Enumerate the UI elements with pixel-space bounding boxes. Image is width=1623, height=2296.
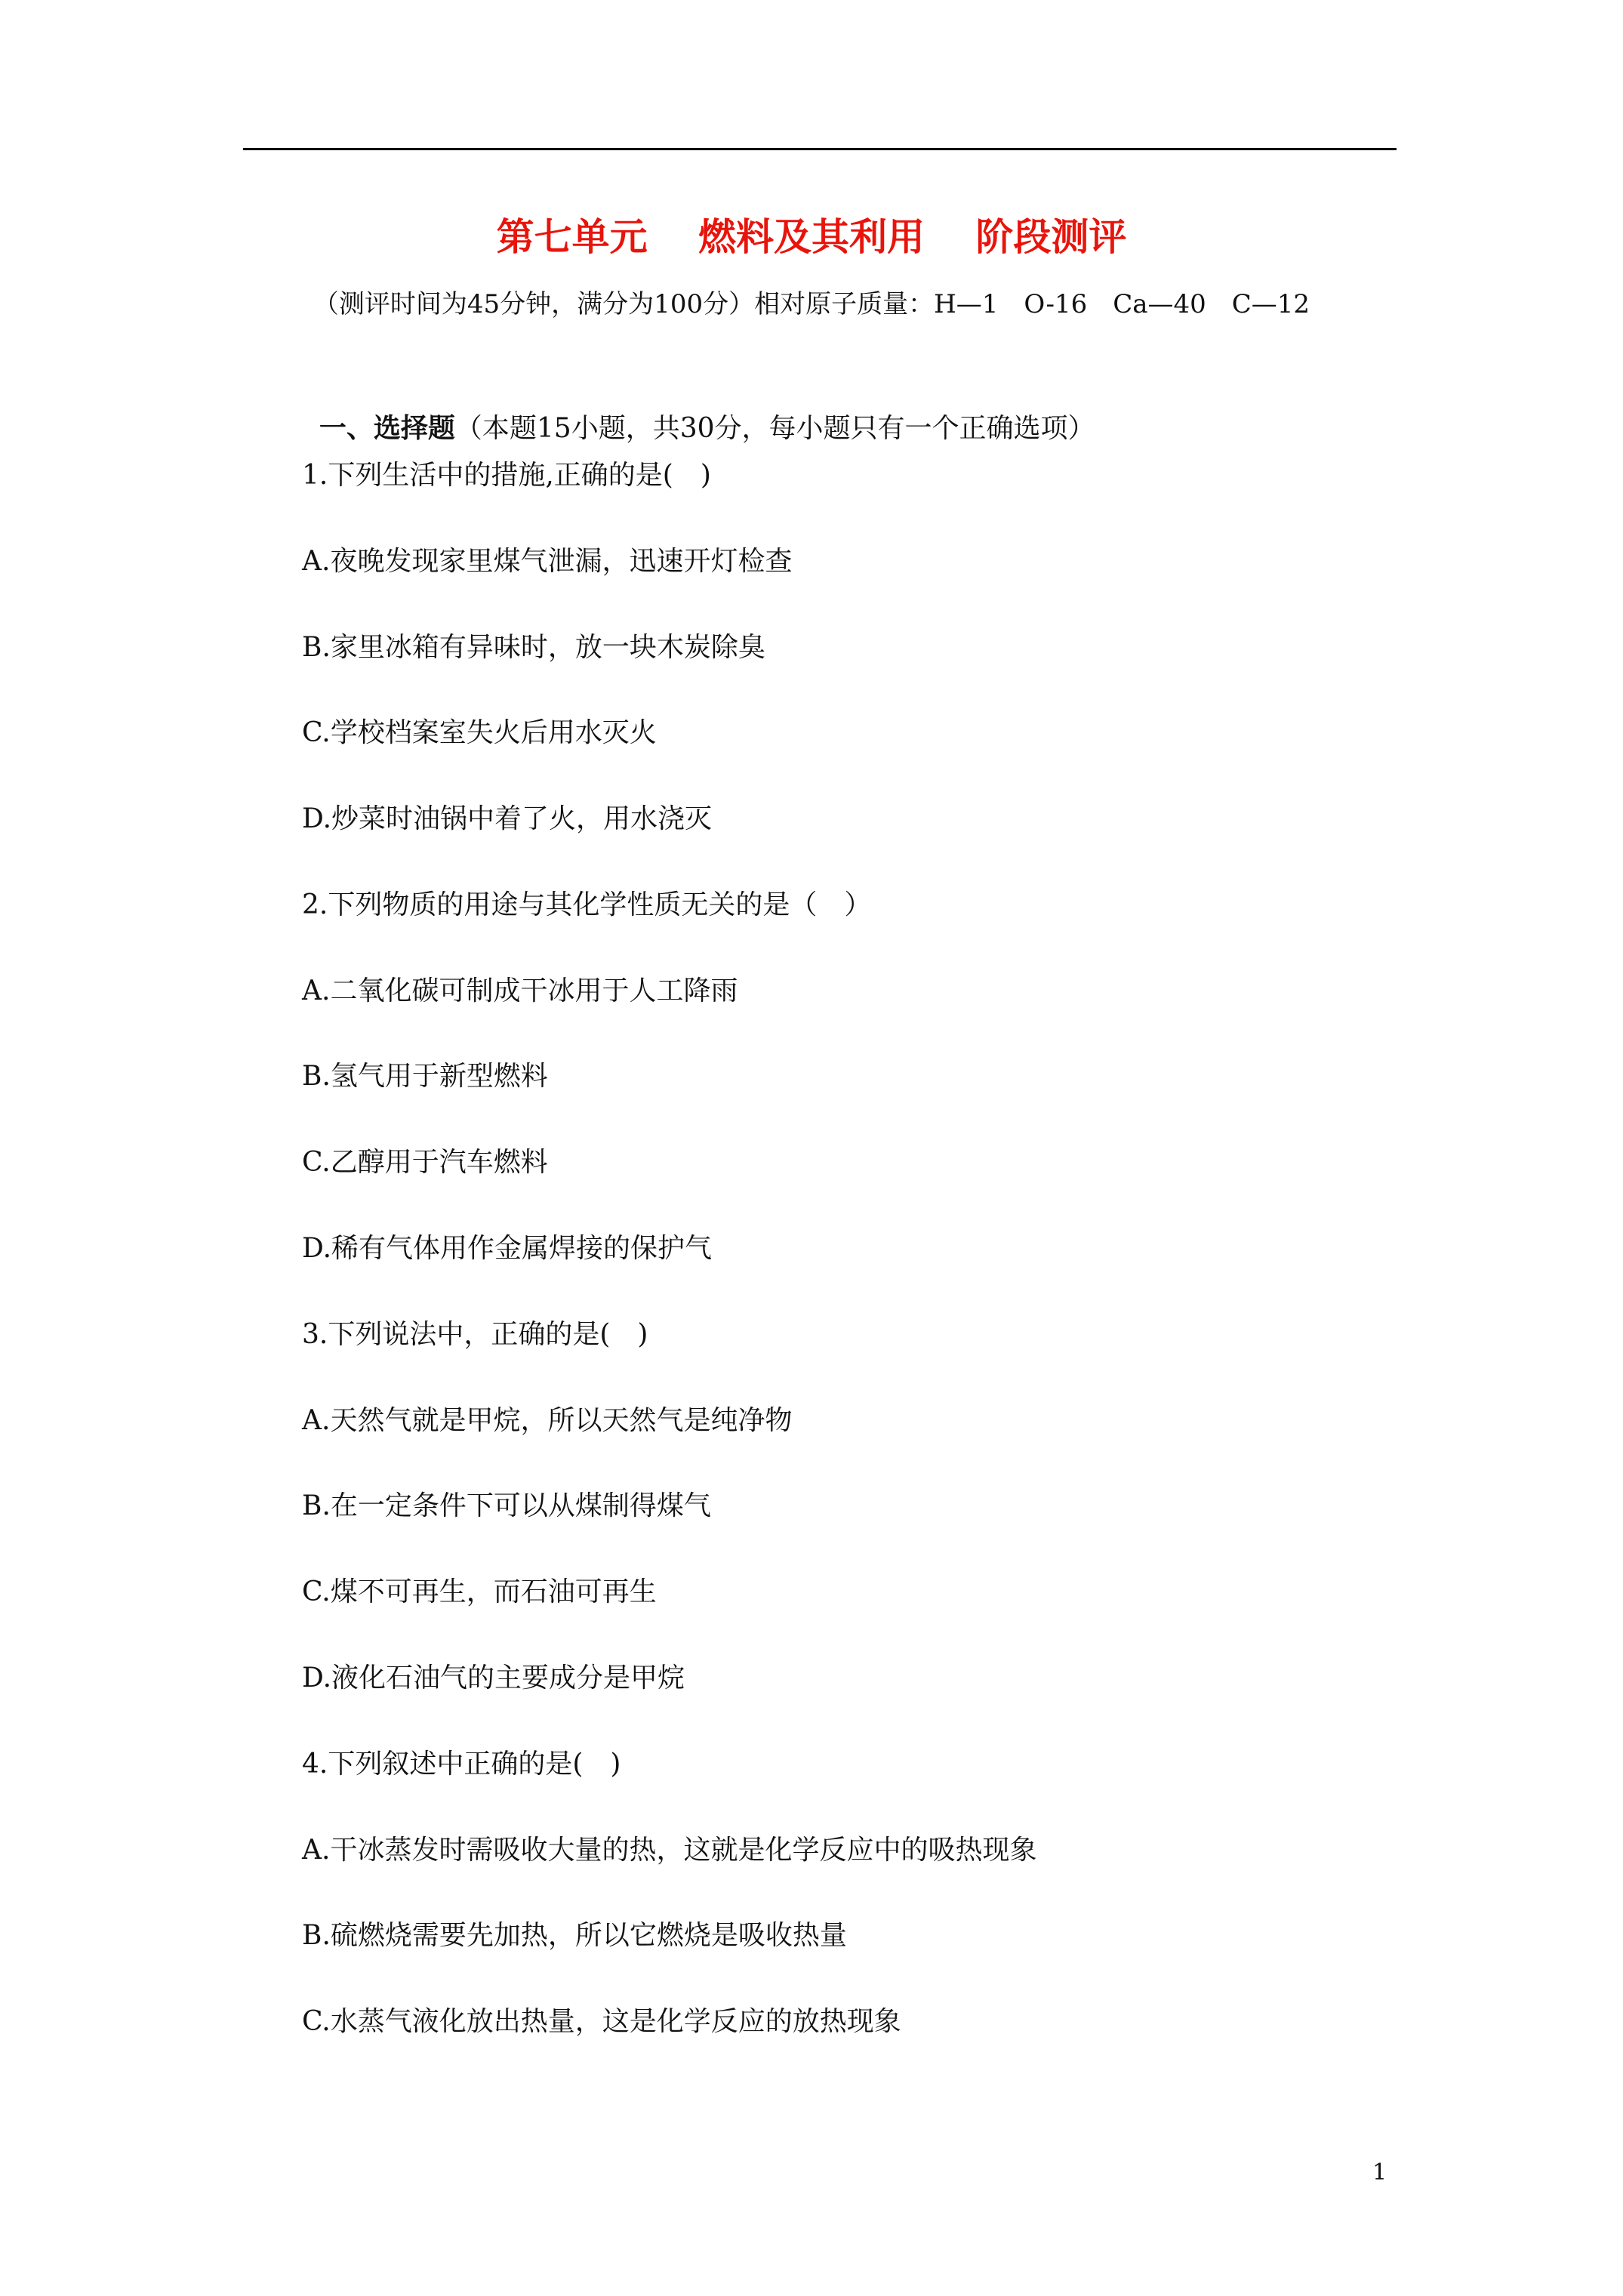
option-a: A.二氧化碳可制成干冰用于人工降雨	[302, 975, 738, 1006]
question-stem: 1.下列生活中的措施,正确的是( )	[302, 460, 711, 491]
option-d: D.炒菜时油锅中着了火，用水浇灭	[302, 803, 713, 834]
option-b: B.家里冰箱有异味时，放一块木炭除臭	[302, 632, 765, 663]
question-stem: 2.下列物质的用途与其化学性质无关的是（ ）	[302, 889, 872, 920]
option-c: C.乙醇用于汽车燃料	[302, 1147, 548, 1178]
option-a: A.夜晚发现家里煤气泄漏，迅速开灯检查	[302, 546, 793, 577]
section-heading	[302, 371, 1095, 448]
section-label: 一、选择题	[319, 412, 455, 444]
document-title: 第七单元 燃料及其利用 阶段测评	[496, 214, 1127, 259]
option-c: C.学校档案室失火后用水灭火	[302, 717, 657, 748]
option-b: B.氢气用于新型燃料	[302, 1061, 548, 1092]
option-c: C.煤不可再生，而石油可再生	[302, 1576, 657, 1607]
question-stem: 4.下列叙述中正确的是( )	[302, 1749, 621, 1780]
page-number: 1	[1372, 2159, 1387, 2186]
section-note: （本题15小题，共30分，每小题只有一个正确选项）	[454, 413, 1095, 444]
option-d: D.液化石油气的主要成分是甲烷	[302, 1663, 685, 1693]
exam-info: （测评时间为45分钟，满分为100分）相对原子质量：H—1 O-16 Ca—40 C—12	[313, 289, 1310, 319]
question-stem: 3.下列说法中，正确的是( )	[302, 1319, 648, 1350]
header-rule	[243, 148, 1397, 150]
option-a: A.干冰蒸发时需吸收大量的热，这就是化学反应中的吸热现象	[302, 1835, 1037, 1866]
option-b: B.硫燃烧需要先加热，所以它燃烧是吸收热量	[302, 1920, 847, 1951]
option-a: A.天然气就是甲烷，所以天然气是纯净物	[302, 1405, 793, 1436]
option-d: D.稀有气体用作金属焊接的保护气	[302, 1233, 713, 1264]
option-c: C.水蒸气液化放出热量，这是化学反应的放热现象	[302, 2006, 901, 2037]
option-b: B.在一定条件下可以从煤制得煤气	[302, 1490, 711, 1521]
